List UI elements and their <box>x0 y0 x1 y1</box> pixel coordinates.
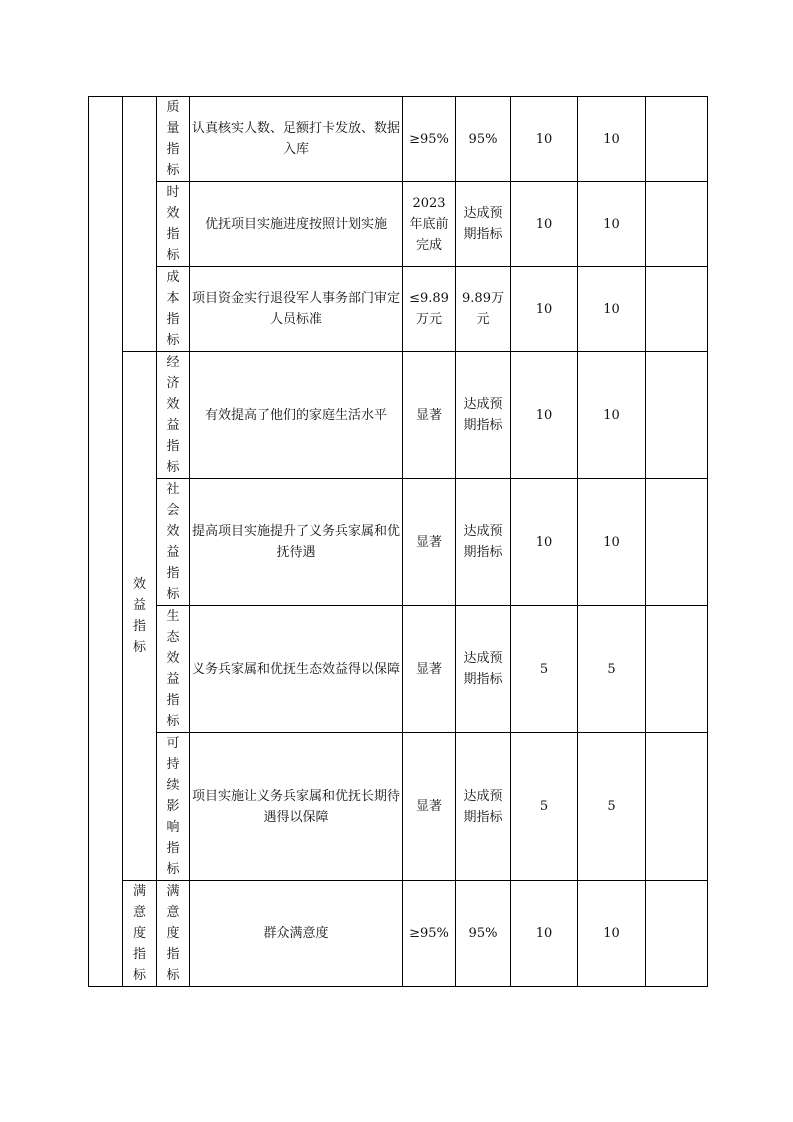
weight-value: 5 <box>511 606 578 733</box>
indicator-content: 提高项目实施提升了义务兵家属和优抚待遇 <box>190 479 403 606</box>
weight-value: 10 <box>511 352 578 479</box>
score-value: 10 <box>578 97 646 182</box>
actual-value: 95% <box>456 97 511 182</box>
outer-category-cell <box>89 97 123 987</box>
actual-value: 9.89万元 <box>456 267 511 352</box>
score-value: 10 <box>578 479 646 606</box>
subcategory-cell: 时效指标 <box>157 182 190 267</box>
indicator-content: 群众满意度 <box>190 881 403 987</box>
subcategory-cell: 社会效益指标 <box>157 479 190 606</box>
target-value: ≥95% <box>403 881 456 987</box>
subcategory-cell: 可持续影响指标 <box>157 733 190 881</box>
weight-value: 10 <box>511 97 578 182</box>
target-value: 2023年底前完成 <box>403 182 456 267</box>
actual-value: 达成预期指标 <box>456 352 511 479</box>
indicator-content: 有效提高了他们的家庭生活水平 <box>190 352 403 479</box>
actual-value: 达成预期指标 <box>456 479 511 606</box>
category-cell <box>123 97 157 352</box>
subcategory-cell: 经济效益指标 <box>157 352 190 479</box>
table-row <box>89 97 708 182</box>
note-value <box>646 606 708 733</box>
table-row <box>89 606 708 733</box>
actual-value: 95% <box>456 881 511 987</box>
actual-value: 达成预期指标 <box>456 606 511 733</box>
target-value: 显著 <box>403 352 456 479</box>
note-value <box>646 267 708 352</box>
score-value: 10 <box>578 352 646 479</box>
target-value: ≤9.89万元 <box>403 267 456 352</box>
note-value <box>646 352 708 479</box>
actual-value: 达成预期指标 <box>456 733 511 881</box>
score-value: 10 <box>578 267 646 352</box>
target-value: 显著 <box>403 733 456 881</box>
table-row <box>89 182 708 267</box>
table-row <box>89 267 708 352</box>
note-value <box>646 733 708 881</box>
score-value: 5 <box>578 606 646 733</box>
performance-indicator-table <box>88 96 708 987</box>
weight-value: 10 <box>511 479 578 606</box>
target-value: ≥95% <box>403 97 456 182</box>
subcategory-cell: 满意度指标 <box>157 881 190 987</box>
score-value: 5 <box>578 733 646 881</box>
score-value: 10 <box>578 182 646 267</box>
table-row <box>89 733 708 881</box>
note-value <box>646 97 708 182</box>
weight-value: 5 <box>511 733 578 881</box>
weight-value: 10 <box>511 182 578 267</box>
score-value: 10 <box>578 881 646 987</box>
target-value: 显著 <box>403 479 456 606</box>
note-value <box>646 479 708 606</box>
actual-value: 达成预期指标 <box>456 182 511 267</box>
weight-value: 10 <box>511 267 578 352</box>
note-value <box>646 881 708 987</box>
weight-value: 10 <box>511 881 578 987</box>
subcategory-cell: 质量指标 <box>157 97 190 182</box>
category-cell: 满意度指标 <box>123 881 157 987</box>
indicator-content: 项目资金实行退役军人事务部门审定人员标准 <box>190 267 403 352</box>
note-value <box>646 182 708 267</box>
indicator-content: 项目实施让义务兵家属和优抚长期待遇得以保障 <box>190 733 403 881</box>
indicator-content: 优抚项目实施进度按照计划实施 <box>190 182 403 267</box>
table-row <box>89 479 708 606</box>
target-value: 显著 <box>403 606 456 733</box>
table-row <box>89 352 708 479</box>
subcategory-cell: 成本指标 <box>157 267 190 352</box>
subcategory-cell: 生态效益指标 <box>157 606 190 733</box>
indicator-content: 认真核实人数、足额打卡发放、数据入库 <box>190 97 403 182</box>
indicator-content: 义务兵家属和优抚生态效益得以保障 <box>190 606 403 733</box>
table-row <box>89 881 708 987</box>
category-cell: 效益指标 <box>123 352 157 881</box>
